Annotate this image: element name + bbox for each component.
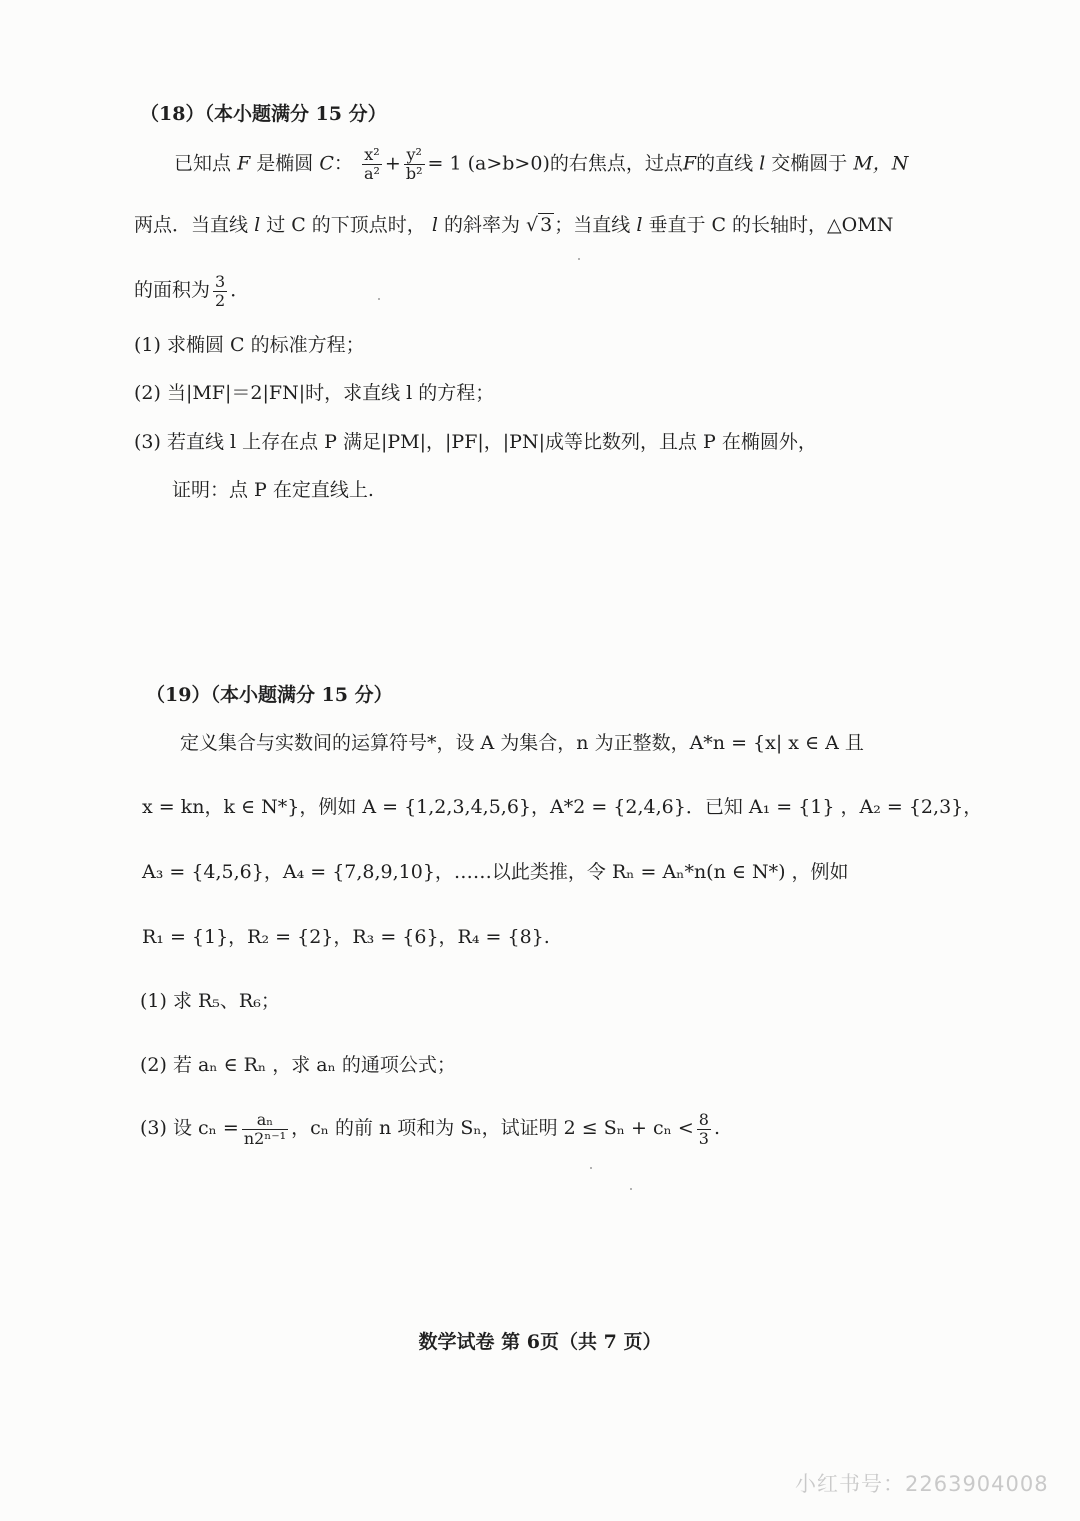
q18-part2: (2) 当|MF|＝2|FN|时，求直线 l 的方程；: [134, 382, 495, 404]
numerator: y²: [404, 146, 425, 165]
text: 过 C 的下顶点时，: [266, 214, 426, 236]
fraction-an-n2n1: [242, 1111, 288, 1148]
text: ，cₙ 的前 n 项和为 Sₙ，试证明 2 ≤ Sₙ + cₙ <: [291, 1117, 694, 1139]
equals: = 1: [427, 152, 462, 175]
denominator: 2: [215, 290, 226, 310]
denominator: n2ⁿ⁻¹: [243, 1128, 287, 1148]
numerator: 8: [698, 1109, 709, 1129]
var-F: F: [237, 152, 251, 175]
text: 的直线: [696, 152, 754, 175]
q19-part2: (2) 若 aₙ ∈ Rₙ ，求 aₙ 的通项公式；: [140, 1054, 456, 1076]
scan-speck: [378, 298, 380, 300]
q19-line2: x = kn，k ∈ N*}，例如 A = {1,2,3,4,5,6}，A*2 = {2,4,6}．已知 A₁ = {1} ，A₂ = {2,3}，: [142, 796, 983, 818]
q19-part3: [140, 1101, 720, 1155]
q19-part1: (1) 求 R₅、R₆；: [140, 990, 280, 1012]
radicand: 3: [540, 214, 553, 236]
fraction-y2-b2: [404, 146, 425, 183]
text: 两点．当直线: [134, 214, 249, 236]
q19-line1: 定义集合与实数间的运算符号*，设 A 为集合，n 为正整数，A*n = {x| x ∈ A 且: [180, 732, 864, 754]
q19-line3: A₃ = {4,5,6}，A₄ = {7,8,9,10}，……以此类推，令 Rₙ = Aₙ*n(n ∈ N*) ，例如: [142, 861, 849, 883]
q18-part3a: (3) 若直线 l 上存在点 P 满足|PM|，|PF|，|PN|成等比数列，且点 P 在椭圆外，: [134, 431, 817, 453]
fraction-8-3: [697, 1111, 711, 1148]
q19-line4: R₁ = {1}，R₂ = {2}，R₃ = {6}，R₄ = {8}.: [142, 926, 550, 948]
watermark: 小红书号：2263904008: [795, 1472, 1049, 1496]
q18-header: （18）（本小题满分 15 分）: [140, 103, 387, 125]
text: ：: [333, 152, 353, 175]
text: 交椭圆于: [771, 152, 848, 175]
denominator: b²: [405, 164, 423, 183]
var-C: C: [319, 152, 334, 175]
numerator: aₙ: [242, 1111, 288, 1130]
q18-stem-line1: [174, 146, 908, 183]
scan-speck: [578, 258, 580, 260]
condition: (a>b>0): [467, 152, 550, 175]
var-l: l: [254, 214, 261, 236]
plus: +: [384, 152, 401, 175]
var-MN: M，N: [853, 152, 909, 175]
q18-part3b: 证明：点 P 在定直线上.: [172, 479, 374, 501]
text: 的右焦点，过点: [549, 152, 683, 175]
text: 的斜率为: [443, 214, 520, 236]
text: .: [713, 1117, 721, 1139]
scan-speck: [630, 1188, 632, 1190]
scan-speck: [590, 1167, 592, 1169]
q18-stem-line3: [134, 268, 249, 312]
text: ；当直线: [554, 214, 631, 236]
denominator: a²: [363, 164, 380, 183]
text: 已知点: [174, 152, 232, 175]
text: 垂直于 C 的长轴时，△OMN: [648, 214, 894, 236]
text: ．: [230, 279, 250, 301]
q18-stem-line2: [134, 213, 893, 237]
page-footer: 数学试卷 第 6页（共 7 页）: [418, 1331, 662, 1353]
text: 的面积为: [134, 279, 211, 301]
var-F: F: [682, 152, 697, 175]
q19-header: （19）（本小题满分 15 分）: [146, 684, 393, 706]
fraction-x2-a2: [362, 146, 382, 183]
text: 是椭圆: [256, 152, 314, 175]
q18-part1: (1) 求椭圆 C 的标准方程；: [134, 334, 365, 356]
fraction-3-2: [213, 273, 227, 310]
denominator: 3: [698, 1128, 709, 1148]
numerator: x²: [362, 146, 382, 165]
text: (3) 设 cₙ =: [140, 1117, 239, 1139]
var-l: l: [431, 214, 438, 236]
numerator: 3: [215, 271, 226, 291]
sqrt-3: √ 3: [526, 214, 553, 236]
var-l: l: [759, 152, 766, 175]
var-l: l: [636, 214, 643, 236]
